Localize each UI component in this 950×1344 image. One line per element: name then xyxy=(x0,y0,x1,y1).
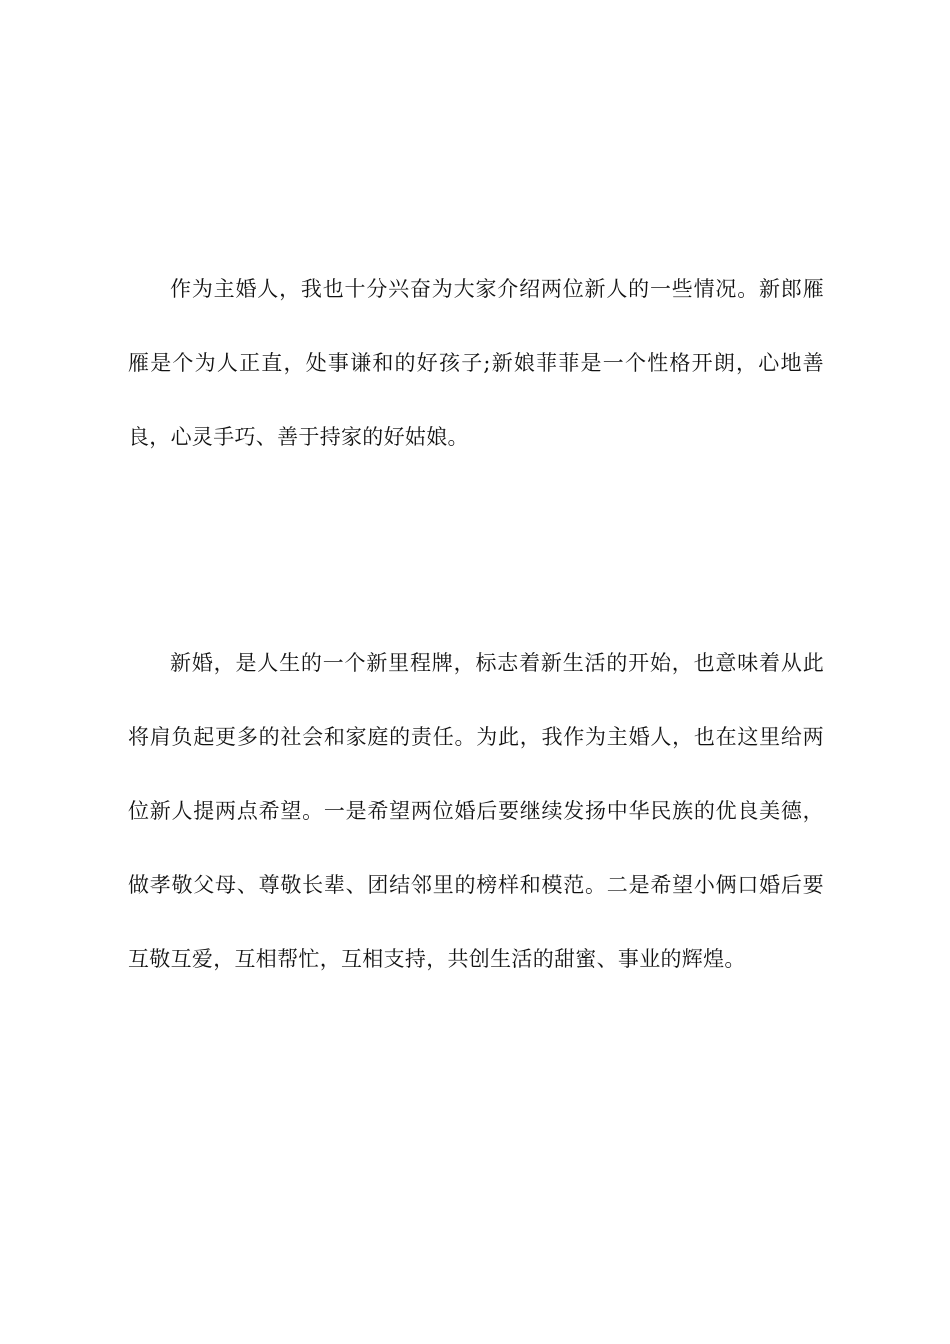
paragraph-introduction: 作为主婚人，我也十分兴奋为大家介绍两位新人的一些情况。新郎雁雁是个为人正直，处事谦和的好孩子;新娘菲菲是一个性格开朗，心地善良，心灵手巧、善于持家的好姑娘。 xyxy=(128,277,824,449)
paragraph-wishes: 新婚，是人生的一个新里程牌，标志着新生活的开始，也意味着从此将肩负起更多的社会和家庭的责任。为此，我作为主婚人，也在这里给两位新人提两点希望。一是希望两位婚后要继续发扬中华民族的优良美德，做孝敬父母、尊敬长辈、团结邻里的榜样和模范。二是希望小俩口婚后要互敬互爱，互相帮忙，互相支持，共创生活的甜蜜、事业的辉煌。 xyxy=(128,651,824,971)
